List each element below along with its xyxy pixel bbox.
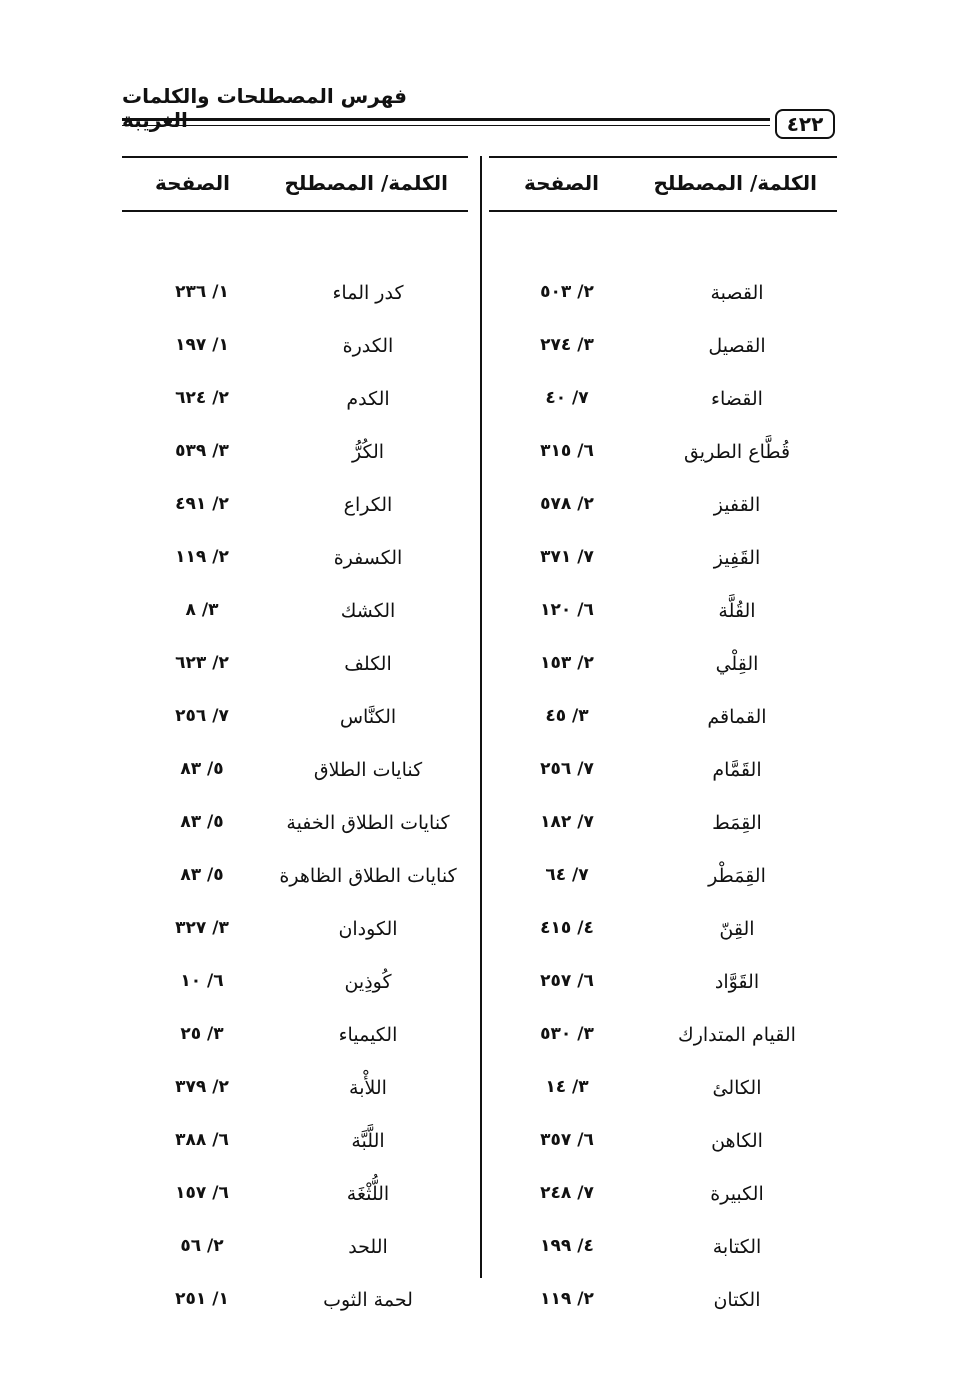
entry-term: القصيل — [708, 335, 766, 357]
entry-term: الكاهن — [711, 1130, 763, 1152]
entry-page-ref: ٢/ ٦٢٤ — [175, 388, 229, 408]
index-entry — [489, 808, 837, 848]
entry-page-ref: ٢/ ٥٠٣ — [540, 282, 594, 302]
entry-page-ref: ٣/ ٢٥ — [180, 1024, 224, 1044]
entry-page-ref: ٦/ ٣٨٨ — [175, 1130, 229, 1150]
entry-term: اللأْبة — [349, 1077, 387, 1099]
entry-term: القفيز — [713, 494, 761, 516]
entry-term: كُوذِين — [344, 971, 392, 993]
index-entry — [122, 1179, 468, 1219]
entry-page-ref: ١/ ١٩٧ — [175, 335, 229, 355]
entry-term: القَمَّام — [712, 759, 762, 781]
index-entry — [489, 596, 837, 636]
entry-page-ref: ٧/ ٣٧١ — [540, 547, 594, 567]
index-entry — [122, 384, 468, 424]
index-entry — [122, 861, 468, 901]
entry-term: القِمَط — [712, 812, 762, 834]
entry-term: القصبة — [710, 282, 764, 304]
page-header: الصفحة — [154, 171, 230, 195]
entry-term: قُطَّاع الطريق — [683, 441, 791, 463]
entry-page-ref: ٧/ ٤٠ — [545, 388, 589, 408]
index-entry — [489, 1126, 837, 1166]
index-entry — [489, 278, 837, 318]
entry-term: اللحد — [348, 1236, 388, 1258]
entry-term: كدر الماء — [332, 282, 404, 304]
entry-page-ref: ٣/ ١٤ — [545, 1077, 589, 1097]
entry-term: الكيمياء — [338, 1024, 398, 1046]
entry-term: القيام المتدارك — [678, 1024, 796, 1046]
entry-page-ref: ٤/ ١٩٩ — [540, 1236, 594, 1256]
entry-term: القَوَّاد — [714, 971, 760, 993]
entry-term: الكتان — [713, 1289, 761, 1311]
entry-term: القِمَطْر — [708, 865, 766, 887]
entry-term: القضاء — [711, 388, 763, 410]
entry-term: الكسفرة — [333, 547, 403, 569]
entry-term: الكُرُّ — [351, 441, 385, 463]
index-entry — [122, 331, 468, 371]
entry-page-ref: ٣/ ٢٧٤ — [540, 335, 594, 355]
entry-page-ref: ٥/ ٨٣ — [180, 865, 224, 885]
index-entry — [489, 490, 837, 530]
entry-page-ref: ٦/ ٣١٥ — [540, 441, 594, 461]
entry-page-ref: ٦/ ٣٥٧ — [540, 1130, 594, 1150]
index-entry — [122, 1126, 468, 1166]
index-entry — [122, 808, 468, 848]
entry-term: كنايات الطلاق — [313, 759, 423, 781]
entry-term: الكدم — [346, 388, 390, 410]
index-entry — [122, 649, 468, 689]
index-entry — [122, 596, 468, 636]
entry-page-ref: ٢/ ٣٧٩ — [175, 1077, 229, 1097]
column-header — [122, 156, 468, 212]
entry-term: الكتابة — [712, 1236, 762, 1258]
index-column-left — [122, 156, 468, 1311]
index-entry — [122, 1020, 468, 1060]
entry-page-ref: ٤/ ٤١٥ — [540, 918, 594, 938]
entry-term: كنايات الطلاق الظاهرة — [279, 865, 457, 887]
index-entry — [122, 1232, 468, 1272]
index-entry — [489, 1179, 837, 1219]
index-entry — [489, 384, 837, 424]
term-header: الكلمة/ المصطلح — [653, 171, 817, 195]
index-entry — [122, 543, 468, 583]
index-entry — [489, 1020, 837, 1060]
entry-term: الكنَّاس — [339, 706, 397, 728]
entry-term: القماقم — [707, 706, 767, 728]
index-entry — [489, 755, 837, 795]
entry-term: الكشك — [340, 600, 396, 622]
entry-page-ref: ٥/ ٨٣ — [180, 812, 224, 832]
index-entry — [489, 702, 837, 742]
entry-page-ref: ١/ ٢٣٦ — [175, 282, 229, 302]
entry-term: القُلَّة — [718, 600, 756, 622]
header-rule — [122, 118, 770, 126]
entry-term: الكلف — [344, 653, 392, 675]
index-entry — [122, 702, 468, 742]
entry-page-ref: ٧/ ٢٤٨ — [540, 1183, 594, 1203]
index-entry — [489, 1232, 837, 1272]
index-entry — [489, 331, 837, 371]
index-entry — [122, 490, 468, 530]
entry-page-ref: ٦/ ١٥٧ — [175, 1183, 229, 1203]
index-entry — [489, 1073, 837, 1113]
index-entry — [489, 967, 837, 1007]
entry-term: القِنّ — [719, 918, 755, 940]
index-column-right — [489, 156, 837, 1311]
index-entry — [489, 649, 837, 689]
entry-page-ref: ٦/ ٢٥٧ — [540, 971, 594, 991]
entry-page-ref: ٣/ ٣٢٧ — [175, 918, 229, 938]
entry-page-ref: ٢/ ١١٩ — [175, 547, 229, 567]
entry-page-ref: ٧/ ١٨٢ — [540, 812, 594, 832]
entry-page-ref: ٦/ ١٠ — [180, 971, 224, 991]
index-entry — [489, 543, 837, 583]
entry-page-ref: ٧/ ٢٥٦ — [540, 759, 594, 779]
index-entry — [489, 1285, 837, 1325]
entry-term: اللَّبَّة — [351, 1130, 385, 1152]
running-title: فهرس المصطلحات والكلمات الغريبة — [122, 84, 408, 132]
entry-page-ref: ٧/ ٦٤ — [545, 865, 589, 885]
entry-page-ref: ٣/ ٨ — [185, 600, 219, 620]
index-entry — [122, 1073, 468, 1113]
index-entry — [489, 914, 837, 954]
entry-term: الكدرة — [342, 335, 394, 357]
entry-page-ref: ٧/ ٢٥٦ — [175, 706, 229, 726]
page-header: الصفحة — [523, 171, 599, 195]
entry-page-ref: ١/ ٢٥١ — [175, 1289, 229, 1309]
index-entry — [122, 755, 468, 795]
entry-term: الكالئ — [712, 1077, 762, 1099]
entry-page-ref: ٢/ ٤٩١ — [175, 494, 229, 514]
term-header: الكلمة/ المصطلح — [284, 171, 448, 195]
index-entry — [122, 437, 468, 477]
entry-page-ref: ٣/ ٥٣٠ — [540, 1024, 594, 1044]
page-number: ٤٢٢ — [775, 109, 835, 139]
entry-term: القَفِيز — [713, 547, 761, 569]
entry-term: كنايات الطلاق الخفية — [286, 812, 450, 834]
index-entry — [489, 861, 837, 901]
entry-term: لحمة الثوب — [323, 1289, 413, 1311]
entry-page-ref: ٦/ ١٢٠ — [540, 600, 594, 620]
entry-page-ref: ٢/ ٥٧٨ — [540, 494, 594, 514]
entry-term: الكراع — [343, 494, 393, 516]
column-header — [489, 156, 837, 212]
entry-page-ref: ٢/ ١٥٣ — [540, 653, 594, 673]
column-divider — [480, 156, 482, 1278]
entry-term: اللُّثْغَة — [346, 1183, 390, 1205]
entry-page-ref: ٢/ ٦٢٣ — [175, 653, 229, 673]
index-entry — [122, 278, 468, 318]
index-entry — [489, 437, 837, 477]
index-entry — [122, 967, 468, 1007]
index-entry — [122, 1285, 468, 1325]
entry-page-ref: ٣/ ٥٣٩ — [175, 441, 229, 461]
entry-term: الكودان — [338, 918, 398, 940]
entry-page-ref: ٥/ ٨٣ — [180, 759, 224, 779]
entry-term: الكبيرة — [710, 1183, 764, 1205]
entry-page-ref: ٢/ ٥٦ — [180, 1236, 224, 1256]
index-entry — [122, 914, 468, 954]
entry-page-ref: ٢/ ١١٩ — [540, 1289, 594, 1309]
entry-page-ref: ٣/ ٤٥ — [545, 706, 589, 726]
entry-term: القِلْي — [715, 653, 759, 675]
